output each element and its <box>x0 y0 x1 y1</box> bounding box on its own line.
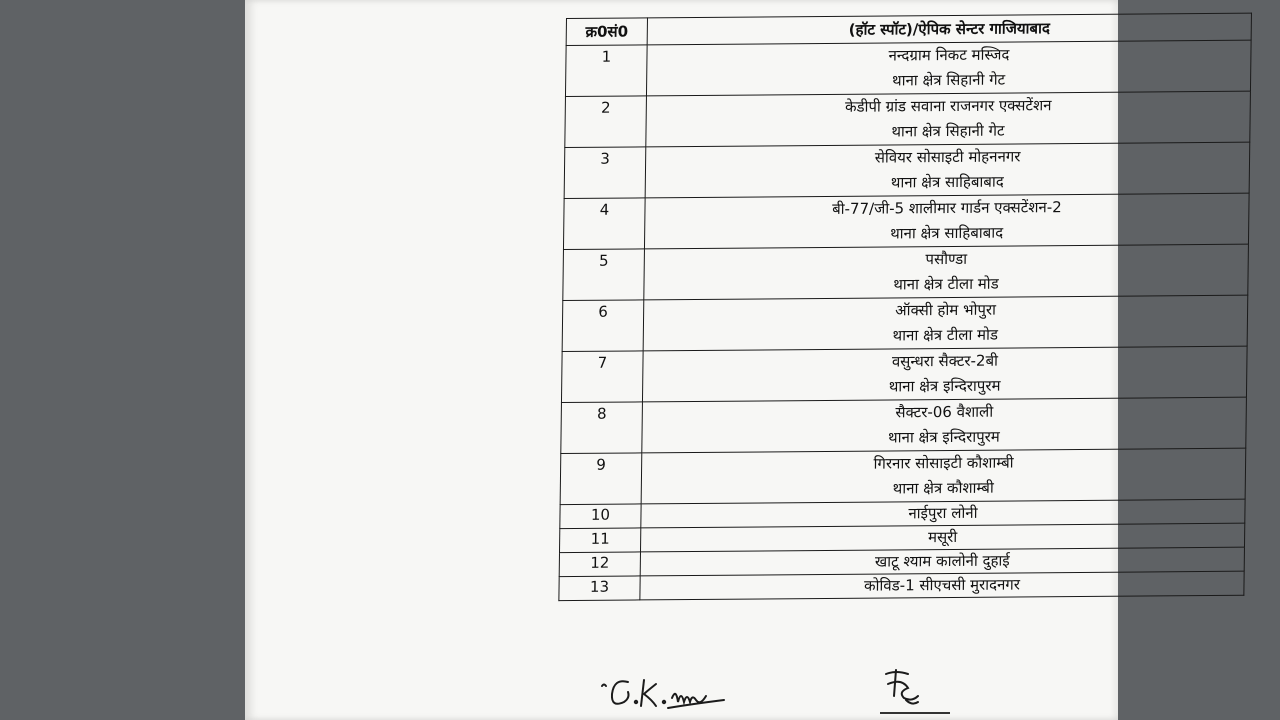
police-station-line: थाना क्षेत्र टीला मोड <box>893 274 999 294</box>
row-location: कोविड-1 सीएचसी मुरादनगर <box>640 571 1244 600</box>
document-page <box>245 0 1118 720</box>
police-station-line: थाना क्षेत्र साहिबाबाद <box>890 223 1004 243</box>
hotspot-table <box>558 13 1252 601</box>
location-line: वसुन्धरा सैक्टर-2बी <box>891 351 999 371</box>
location-line: बी-77/जी-5 शालीमार गार्डन एक्सटेंशन-2 <box>832 198 1062 218</box>
table-row <box>565 91 1251 147</box>
table-row <box>560 448 1246 504</box>
row-number: 13 <box>559 576 640 601</box>
location-line: केडीपी ग्रांड सवाना राजनगर एक्सटेंशन <box>844 96 1052 116</box>
row-number: 12 <box>559 552 640 577</box>
location-line: पसौण्डा <box>925 249 968 269</box>
police-station-line: थाना क्षेत्र सिहानी गेट <box>891 70 1006 90</box>
police-station-line: थाना क्षेत्र टीला मोड <box>892 325 999 345</box>
table-row <box>563 244 1249 300</box>
police-station-line: थाना क्षेत्र साहिबाबाद <box>890 172 1004 192</box>
row-location <box>643 295 1248 351</box>
police-station-line: थाना क्षेत्र इन्दिरापुरम <box>888 376 1001 396</box>
row-number: 3 <box>564 147 646 199</box>
row-number: 9 <box>560 453 642 505</box>
table-row <box>561 397 1247 453</box>
row-location <box>642 397 1247 453</box>
row-location: मसूरी <box>640 523 1244 552</box>
row-number: 1 <box>565 45 647 97</box>
row-number: 2 <box>565 96 647 148</box>
hotspot-table-wrap <box>558 13 1252 601</box>
row-location <box>646 91 1251 147</box>
row-number: 7 <box>561 351 643 403</box>
serial-header: क्र0सं0 <box>566 18 647 46</box>
row-number: 6 <box>562 300 644 352</box>
row-location <box>646 40 1251 96</box>
row-location <box>642 346 1247 402</box>
location-line: नन्दग्राम निकट मस्जिद <box>888 45 1010 65</box>
row-location: नाईपुरा लोनी <box>641 499 1245 528</box>
row-location <box>644 193 1249 249</box>
police-station-line: थाना क्षेत्र कौशाम्बी <box>892 478 994 498</box>
row-number: 4 <box>563 198 645 250</box>
row-number: 8 <box>561 402 643 454</box>
row-location <box>645 142 1250 198</box>
row-number: 10 <box>560 504 641 529</box>
police-station-line: थाना क्षेत्र सिहानी गेट <box>891 121 1005 141</box>
signature-left <box>598 672 728 716</box>
table-row <box>559 571 1244 600</box>
location-line: गिरनार सोसाइटी कौशाम्बी <box>873 453 1014 473</box>
row-location: खाटू श्याम कालोनी दुहाई <box>640 547 1244 576</box>
row-location <box>644 244 1249 300</box>
signature-underline <box>880 712 950 714</box>
signature-right <box>878 664 968 718</box>
table-row <box>564 142 1250 198</box>
location-line: सैक्टर-06 वैशाली <box>895 402 994 422</box>
location-line: सेवियर सोसाइटी मोहननगर <box>874 147 1021 167</box>
row-number: 5 <box>563 249 645 301</box>
row-location <box>641 448 1246 504</box>
table-row <box>561 346 1247 402</box>
table-row <box>565 40 1251 96</box>
title-header: (हॉट स्पॉट)/ऐपिक सेन्टर गाजियाबाद <box>647 13 1251 45</box>
police-station-line: थाना क्षेत्र इन्दिरापुरम <box>887 427 1000 447</box>
location-line: ऑक्सी होम भोपुरा <box>895 300 997 320</box>
row-number: 11 <box>560 528 641 553</box>
table-row <box>563 193 1249 249</box>
table-row <box>562 295 1248 351</box>
